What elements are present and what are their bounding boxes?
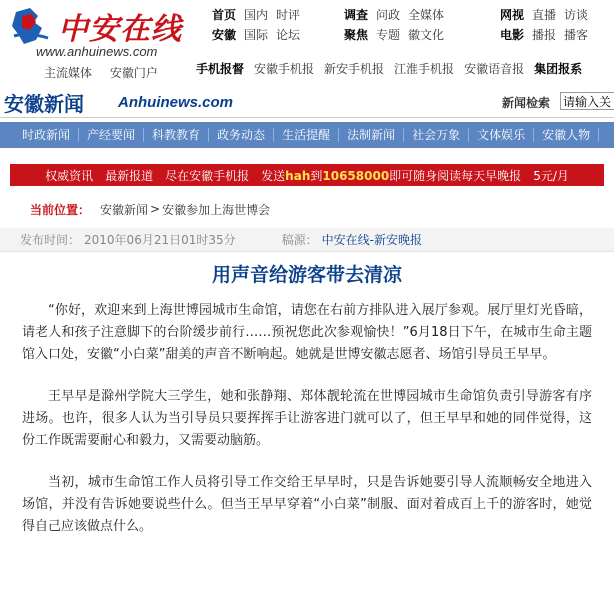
search-label: 新闻检索 (502, 96, 551, 110)
article-title: 用声音给游客带去清凉 (211, 264, 402, 286)
channel-nav-item[interactable]: 时政新闻 (0, 128, 79, 142)
channel-nav-item[interactable]: 文体娱乐 (469, 128, 534, 142)
nav-link[interactable]: 安徽 (212, 27, 237, 42)
banner-text: 权威资讯 (45, 168, 94, 183)
breadcrumb (10, 198, 604, 220)
breadcrumb-item[interactable]: 安徽参加上海世博会 (162, 202, 271, 217)
article-meta (0, 228, 614, 252)
site-logo[interactable] (8, 4, 198, 62)
nav-link[interactable]: 论坛 (276, 27, 301, 42)
banner-code: hah (285, 168, 311, 183)
logo-url: www.anhuinews.com (36, 44, 158, 59)
top-nav (212, 4, 614, 44)
channel-en-title: Anhuinews.com (118, 94, 234, 111)
channel-nav (0, 122, 614, 148)
nav-link[interactable]: 播报 (532, 27, 557, 42)
banner-sms (261, 167, 521, 184)
source-link[interactable]: 中安在线-新安晚报 (321, 233, 422, 247)
nav-link[interactable]: 时评 (276, 7, 301, 22)
nav-group-1 (212, 6, 332, 23)
breadcrumb-label: 当前位置： (30, 202, 91, 217)
nav-link[interactable]: 调查 (344, 7, 369, 22)
phonebar-link[interactable]: 安徽手机报 (254, 61, 315, 76)
phonebar-link[interactable]: 手机报督 (196, 61, 245, 76)
article-paragraph: “你好，欢迎来到上海世博园城市生命馆，请您在右前方排队进入展厅参观。展厅里灯光昏暗，请老人和孩子注意脚下的台阶缓步前行……预祝您此次参观愉快！”6月18日下午，在城市生命主题馆入口处，安徽“小白菜”甜美的声音不断响起。她就是世博安徽志愿者、场馆引导员王早早。 (22, 303, 592, 362)
channel-title[interactable]: 安徽新闻 (4, 92, 84, 116)
channel-nav-item[interactable]: 法制新闻 (339, 128, 404, 142)
promo-banner[interactable] (10, 164, 604, 186)
toplink-mainstream[interactable]: 主流媒体 (44, 66, 93, 80)
banner-text: 最新报道 (105, 168, 154, 183)
phonebar-link[interactable]: 新安手机报 (324, 61, 385, 76)
news-search-input[interactable] (560, 92, 614, 110)
banner-number: 10658000 (322, 168, 390, 183)
banner-to: 到 (310, 168, 323, 183)
channel-nav-item[interactable]: 产经要闻 (79, 128, 144, 142)
channel-nav-item[interactable]: 科教教育 (144, 128, 209, 142)
nav-link[interactable]: 首页 (212, 7, 237, 22)
nav-link[interactable]: 徽文化 (408, 27, 445, 42)
nav-link[interactable]: 电影 (500, 27, 525, 42)
nav-group-6 (500, 26, 596, 43)
article-body (22, 300, 592, 558)
channel-nav-item[interactable]: 安徽人物 (534, 128, 599, 142)
banner-text: 尽在安徽手机报 (165, 168, 250, 183)
nav-group-4 (212, 26, 332, 43)
nav-link[interactable]: 全媒体 (408, 7, 445, 22)
promo-banner-wrap (0, 156, 614, 194)
mobile-papers-bar (196, 58, 614, 78)
nav-group-5 (344, 26, 488, 43)
nav-link[interactable]: 问政 (376, 7, 401, 22)
article-paragraph: 王早早是滁州学院大三学生，她和张静翔、郑体靓轮流在世博园城市生命馆负责引导游客有序进场。也许，很多人认为当引导员只要挥挥手让游客进门就可以了，但王早早和她的同伴觉得，这份工作既需要耐心和毅力，又需要动脑筋。 (22, 389, 592, 448)
nav-link[interactable]: 直播 (532, 7, 557, 22)
top-links (44, 64, 172, 81)
logo-name: 中安在线 (58, 12, 182, 47)
toplink-portal[interactable]: 安徽门户 (109, 66, 158, 80)
channel-header (0, 84, 614, 118)
nav-link[interactable]: 国际 (244, 27, 269, 42)
published-time: 2010年06月21日01时35分 (84, 233, 236, 247)
banner-tail: 即可随身阅读每天早晚报 (389, 168, 522, 183)
channel-nav-item[interactable]: 生活提醒 (274, 128, 339, 142)
nav-link[interactable]: 播客 (564, 27, 589, 42)
channel-nav-item[interactable]: 政务动态 (209, 128, 274, 142)
nav-link[interactable]: 访谈 (564, 7, 589, 22)
anhui-map-logo-icon (8, 6, 52, 46)
phonebar-link[interactable]: 江淮手机报 (394, 61, 455, 76)
source-label: 稿源： (281, 233, 318, 247)
nav-link[interactable]: 国内 (244, 7, 269, 22)
channel-nav-item[interactable]: 社会万象 (404, 128, 469, 142)
article-paragraph: 当初，城市生命馆工作人员将引导工作交给王早早时，只是告诉她要引导人流顺畅安全地进入场馆，并没有告诉她要说些什么。但当王早早穿着“小白菜”制服、面对着成百上千的游客时，她觉得自己应该做点什么。 (22, 475, 592, 534)
site-header (0, 0, 614, 84)
published-label: 发布时间： (20, 233, 81, 247)
nav-link[interactable]: 网视 (500, 7, 525, 22)
nav-group-3 (500, 6, 596, 23)
banner-send: 发送 (261, 168, 286, 183)
nav-group-2 (344, 6, 488, 23)
phonebar-link[interactable]: 安徽语音报 (464, 61, 525, 76)
top-nav-row-2 (212, 24, 614, 44)
breadcrumb-separator: > (150, 202, 161, 216)
top-nav-row-1 (212, 4, 614, 24)
nav-link[interactable]: 专题 (376, 27, 401, 42)
nav-link[interactable]: 聚焦 (344, 27, 369, 42)
breadcrumb-item[interactable]: 安徽新闻 (100, 202, 149, 217)
banner-price: 5元/月 (533, 168, 569, 183)
phonebar-link[interactable]: 集团报系 (534, 61, 583, 76)
